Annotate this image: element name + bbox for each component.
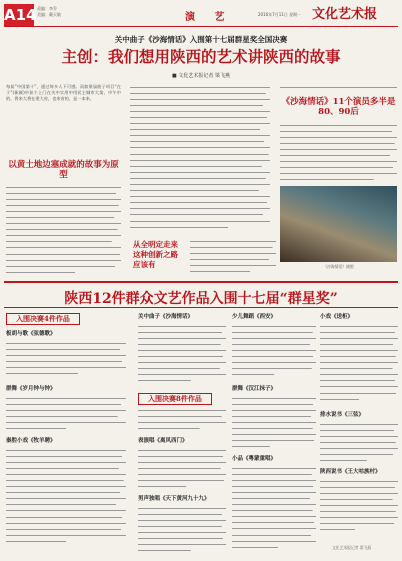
- program-item: 小戏《送柜》: [320, 314, 354, 320]
- pull-quote-line-2: 这种创新之路: [133, 250, 178, 259]
- second-rule: [4, 307, 398, 308]
- program-item: 秦腔小戏《牧羊聘》: [6, 438, 56, 444]
- pull-quote-line-1: 从全明定走来: [133, 240, 178, 249]
- section-name: 演 艺: [185, 12, 233, 23]
- designer-line: 美编：戴天敏: [37, 12, 61, 17]
- page-number: A14: [4, 6, 37, 24]
- program-item: 男声独唱《天下黄河九十九》: [138, 496, 210, 502]
- lead-byline: ■ 文化艺术报记者 梁飞燕: [172, 73, 230, 79]
- program-desc: [232, 323, 316, 381]
- program-desc: [138, 505, 226, 555]
- lead-column-2b: [190, 238, 276, 278]
- program-item: 表演唱《离风西门》: [138, 438, 188, 444]
- program-desc: [232, 395, 316, 451]
- program-desc: [6, 395, 126, 433]
- program-desc: [138, 323, 226, 389]
- program-item: 小品《粤蒙重唱》: [232, 456, 277, 462]
- second-headline: 陕西12件群众文艺作品入围十七届“群星奖”: [64, 291, 338, 307]
- program-item: 群舞《汉江抹子》: [232, 386, 277, 392]
- program-desc: [138, 407, 226, 433]
- program-item: 少儿舞蹈《西安》: [232, 314, 277, 320]
- program-desc: [6, 447, 126, 552]
- program-desc: [6, 340, 126, 380]
- program-item: 排水说书《三弦》: [320, 412, 365, 418]
- box-dance-finalists: 入围决赛4件作品: [6, 313, 80, 325]
- lead-intro: 每届“中国第十”，通过每多人下可感。而如果届曲子项目“在于”(新颜)中获个上门在关中实用中用民主城市大第，中午中的。将来大将在建大省，也来省的，是一本来。: [6, 84, 121, 102]
- photo-caption: 《沙海情话》剧照: [323, 264, 354, 269]
- lead-subhead-1: 以黄土地边塞成就的故事为原型: [8, 160, 119, 180]
- lead-column-3-top: [280, 84, 397, 94]
- editor-credits: [37, 6, 61, 18]
- pull-quote-line-3: 应该有: [133, 260, 156, 269]
- lead-column-3: [280, 122, 397, 184]
- lead-headline: 主创：我们想用陕西的艺术讲陕西的故事: [61, 47, 341, 66]
- program-desc: [320, 323, 398, 407]
- program-desc: [320, 478, 398, 538]
- lead-column-1: [6, 184, 121, 279]
- story-separator: [4, 281, 398, 283]
- header-rule: [4, 26, 398, 27]
- program-item: 群舞《岁月钟与钟》: [6, 386, 56, 392]
- issue-date: 2016年7月11日 星期一: [258, 12, 302, 17]
- lead-subhead-2: 《沙海情话》11个演员多半是80、90后: [281, 97, 396, 117]
- program-item: 陕西说书《王大咕族村》: [320, 469, 381, 475]
- lead-column-2: [130, 84, 270, 234]
- program-desc: [138, 447, 226, 491]
- program-desc: [320, 421, 398, 465]
- pull-quote: [133, 240, 187, 270]
- lead-kicker: 关中曲子《沙海情话》入围第十七届群星奖全国决赛: [114, 35, 288, 44]
- editor-line: 责编：李乔: [37, 6, 57, 11]
- box-music-finalists: 入围决赛8件作品: [138, 393, 212, 405]
- newspaper-masthead: 文化艺术报: [312, 7, 378, 22]
- program-desc: [232, 465, 316, 555]
- article-credit: 文化艺术报记者 梁飞燕: [332, 545, 372, 550]
- program-item: 板胡与歌《弦德歌》: [6, 331, 56, 337]
- performance-photo: [280, 186, 397, 262]
- program-item: 关中曲子《沙海情话》: [138, 314, 194, 320]
